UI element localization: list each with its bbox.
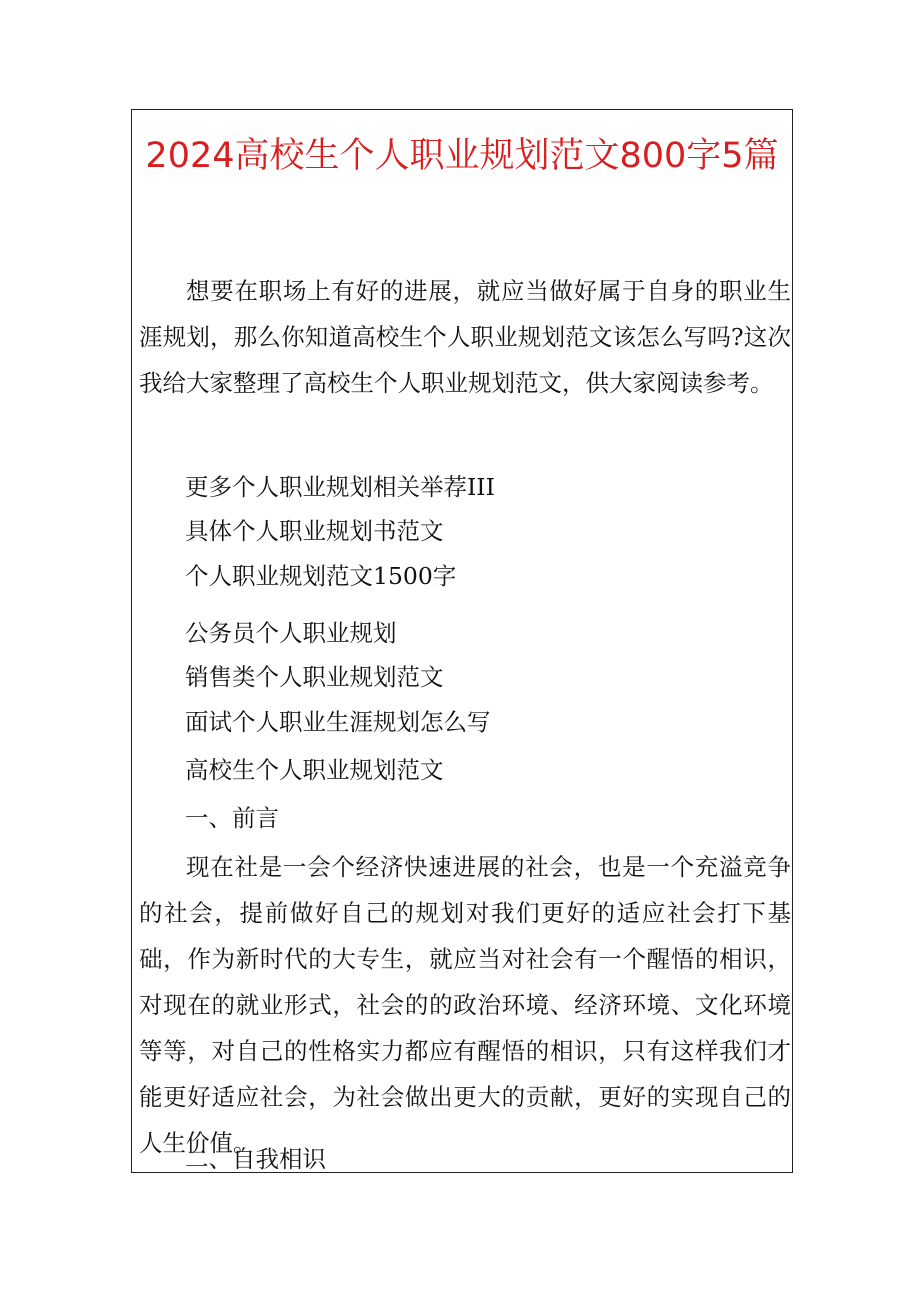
page-frame <box>131 109 793 1173</box>
section-heading: 一、前言 <box>185 804 279 832</box>
related-link[interactable]: 具体个人职业规划书范文 <box>185 517 444 545</box>
intro-paragraph: 想要在职场上有好的进展，就应当做好属于自身的职业生涯规划，那么你知道高校生个人职业规划范文该怎么写吗?这次我给大家整理了高校生个人职业规划范文，供大家阅读参考。 <box>139 277 791 397</box>
related-link[interactable]: 面试个人职业生涯规划怎么写 <box>185 708 491 736</box>
related-link[interactable]: 个人职业规划范文1500字 <box>185 562 457 590</box>
document-title: 2024高校生个人职业规划范文800字5篇 <box>145 136 779 176</box>
related-link[interactable]: 公务员个人职业规划 <box>185 619 397 647</box>
article-title: 高校生个人职业规划范文 <box>185 756 444 784</box>
section-heading: 二、自我相识 <box>185 1145 326 1173</box>
section-body: 现在社是一会个经济快速进展的社会，也是一个充溢竞争的社会，提前做好自己的规划对我们更好的适应社会打下基础，作为新时代的大专生，就应当对社会有一个醒悟的相识，对现在的就业形式，社会的的政治环境、经济环境、文化环境等等，对自己的性格实力都应有醒悟的相识，只有这样我们才能更好适应社会，为社会做出更大的贡献，更好的实现自己的人生价值。 <box>139 853 791 1157</box>
related-link[interactable]: 销售类个人职业规划范文 <box>185 663 444 691</box>
related-heading: 更多个人职业规划相关举荐III <box>185 473 495 501</box>
